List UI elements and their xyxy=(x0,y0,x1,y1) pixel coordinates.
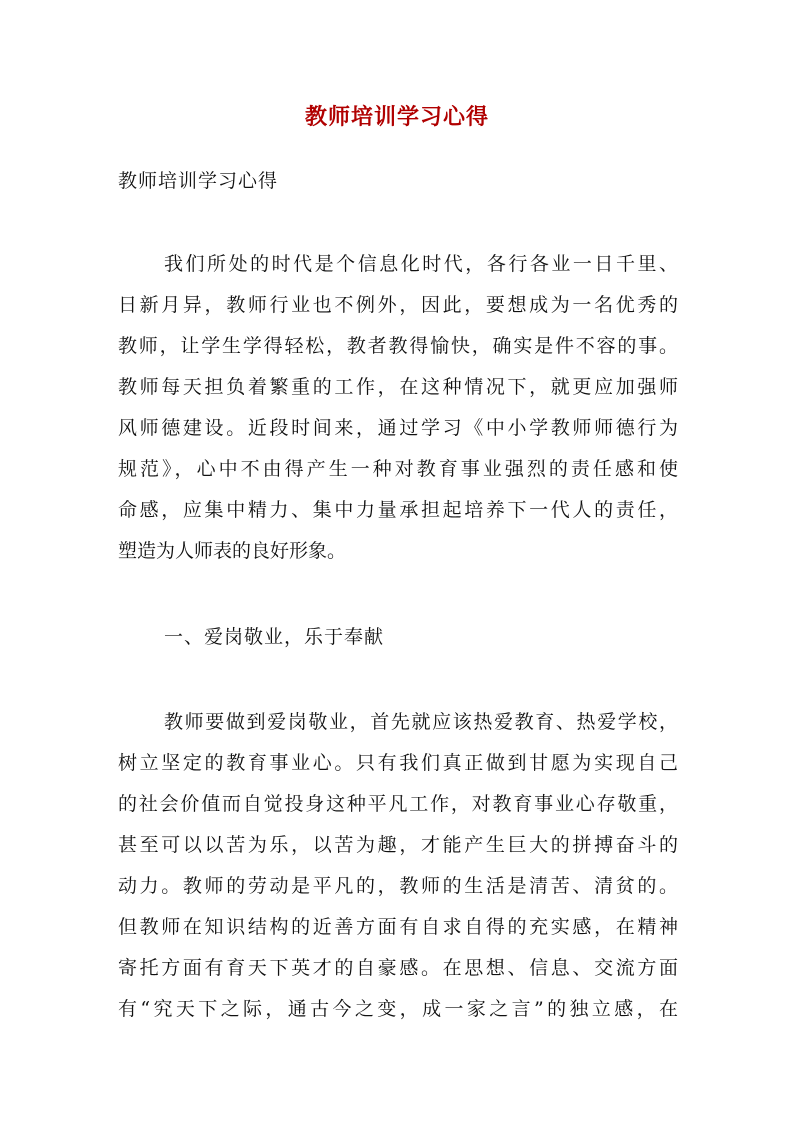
paragraph-line: 树立坚定的教育事业心。只有我们真正做到甘愿为实现自己 xyxy=(118,752,678,774)
paragraph-line: 日新月异，教师行业也不例外，因此，要想成为一名优秀的 xyxy=(118,294,678,316)
paragraph-line: 甚至可以以苦为乐，以苦为趣，才能产生巨大的拼搏奋斗的 xyxy=(118,834,678,856)
paragraph-line: 风师德建设。近段时间来，通过学习《中小学教师师德行为 xyxy=(118,417,678,439)
document-subtitle: 教师培训学习心得 xyxy=(118,170,279,192)
paragraph-line: 我们所处的时代是个信息化时代，各行各业一日千里、 xyxy=(164,253,678,275)
paragraph-line: 规范》，心中不由得产生一种对教育事业强烈的责任感和使 xyxy=(118,458,678,480)
paragraph-line: 教师要做到爱岗敬业，首先就应该热爱教育、热爱学校， xyxy=(164,711,678,733)
document-title: 教师培训学习心得 xyxy=(304,104,489,130)
paragraph-line: 寄托方面有育天下英才的自豪感。在思想、信息、交流方面 xyxy=(118,957,678,979)
paragraph-line: 塑造为人师表的良好形象。 xyxy=(118,540,347,562)
paragraph-line: 但教师在知识结构的近善方面有自求自得的充实感，在精神 xyxy=(118,916,678,938)
paragraph-line: 动力。教师的劳动是平凡的，教师的生活是清苦、清贫的。 xyxy=(118,875,678,897)
paragraph-intro xyxy=(118,244,678,572)
paragraph-line: 的社会价值而自觉投身这种平凡工作，对教育事业心存敬重， xyxy=(118,793,678,815)
paragraph-line: 教师，让学生学得轻松，教者教得愉快，确实是件不容的事。 xyxy=(118,335,678,357)
paragraph-line: 命感，应集中精力、集中力量承担起培养下一代人的责任， xyxy=(118,499,678,521)
paragraph-line: 教师每天担负着繁重的工作，在这种情况下，就更应加强师 xyxy=(118,376,678,398)
section-heading: 一、爱岗敬业，乐于奉献 xyxy=(164,626,385,648)
paragraph-line: 有“究天下之际，通古今之变，成一家之言”的独立感，在 xyxy=(118,998,678,1020)
paragraph-section-one xyxy=(118,702,678,1030)
